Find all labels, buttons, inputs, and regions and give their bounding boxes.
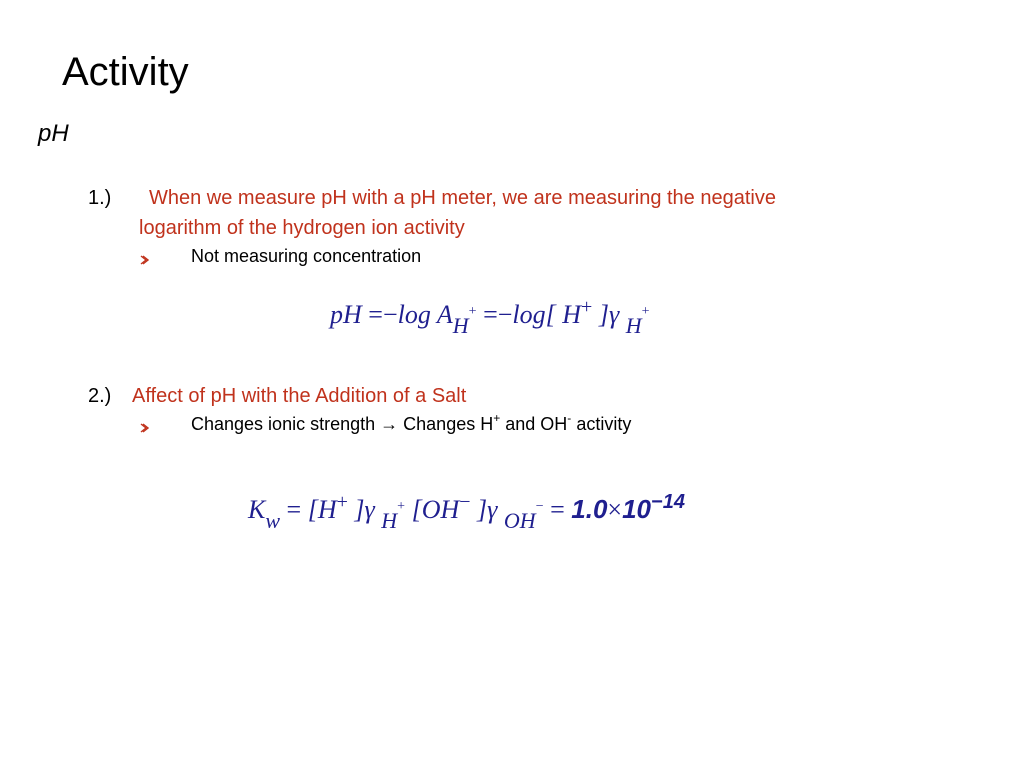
chevron-right-bullet-icon xyxy=(139,423,149,433)
item1-number: 1.) xyxy=(88,187,112,209)
slide-subtitle: pH xyxy=(38,120,69,147)
slide-title: Activity xyxy=(62,50,189,94)
item1-text-line2: logarithm of the hydrogen ion activity xyxy=(139,217,465,239)
chevron-right-bullet-icon xyxy=(139,255,149,265)
right-arrow-icon: → xyxy=(380,414,399,434)
item1-text-line1: When we measure pH with a pH meter, we are measuring the negative xyxy=(149,187,776,209)
equation-ph-activity: pH =−log $A_H^+ =-\log$[ H+ ]γ $_H$+ xyxy=(330,296,650,338)
item2-text: Affect of pH with the Addition of a Salt xyxy=(132,385,467,407)
item2-number: 2.) xyxy=(88,385,112,407)
item1-bullet-text: Not measuring concentration xyxy=(191,246,422,266)
item2-bullet-text: Changes ionic strength → Changes H+ and OH- activity xyxy=(191,411,632,434)
equation-kw: $K_w = [H^+$ ]γ $_H$+ [OH− ]γ $_{OH}^- = 1.0\times 10^{-14}$ xyxy=(248,491,685,533)
